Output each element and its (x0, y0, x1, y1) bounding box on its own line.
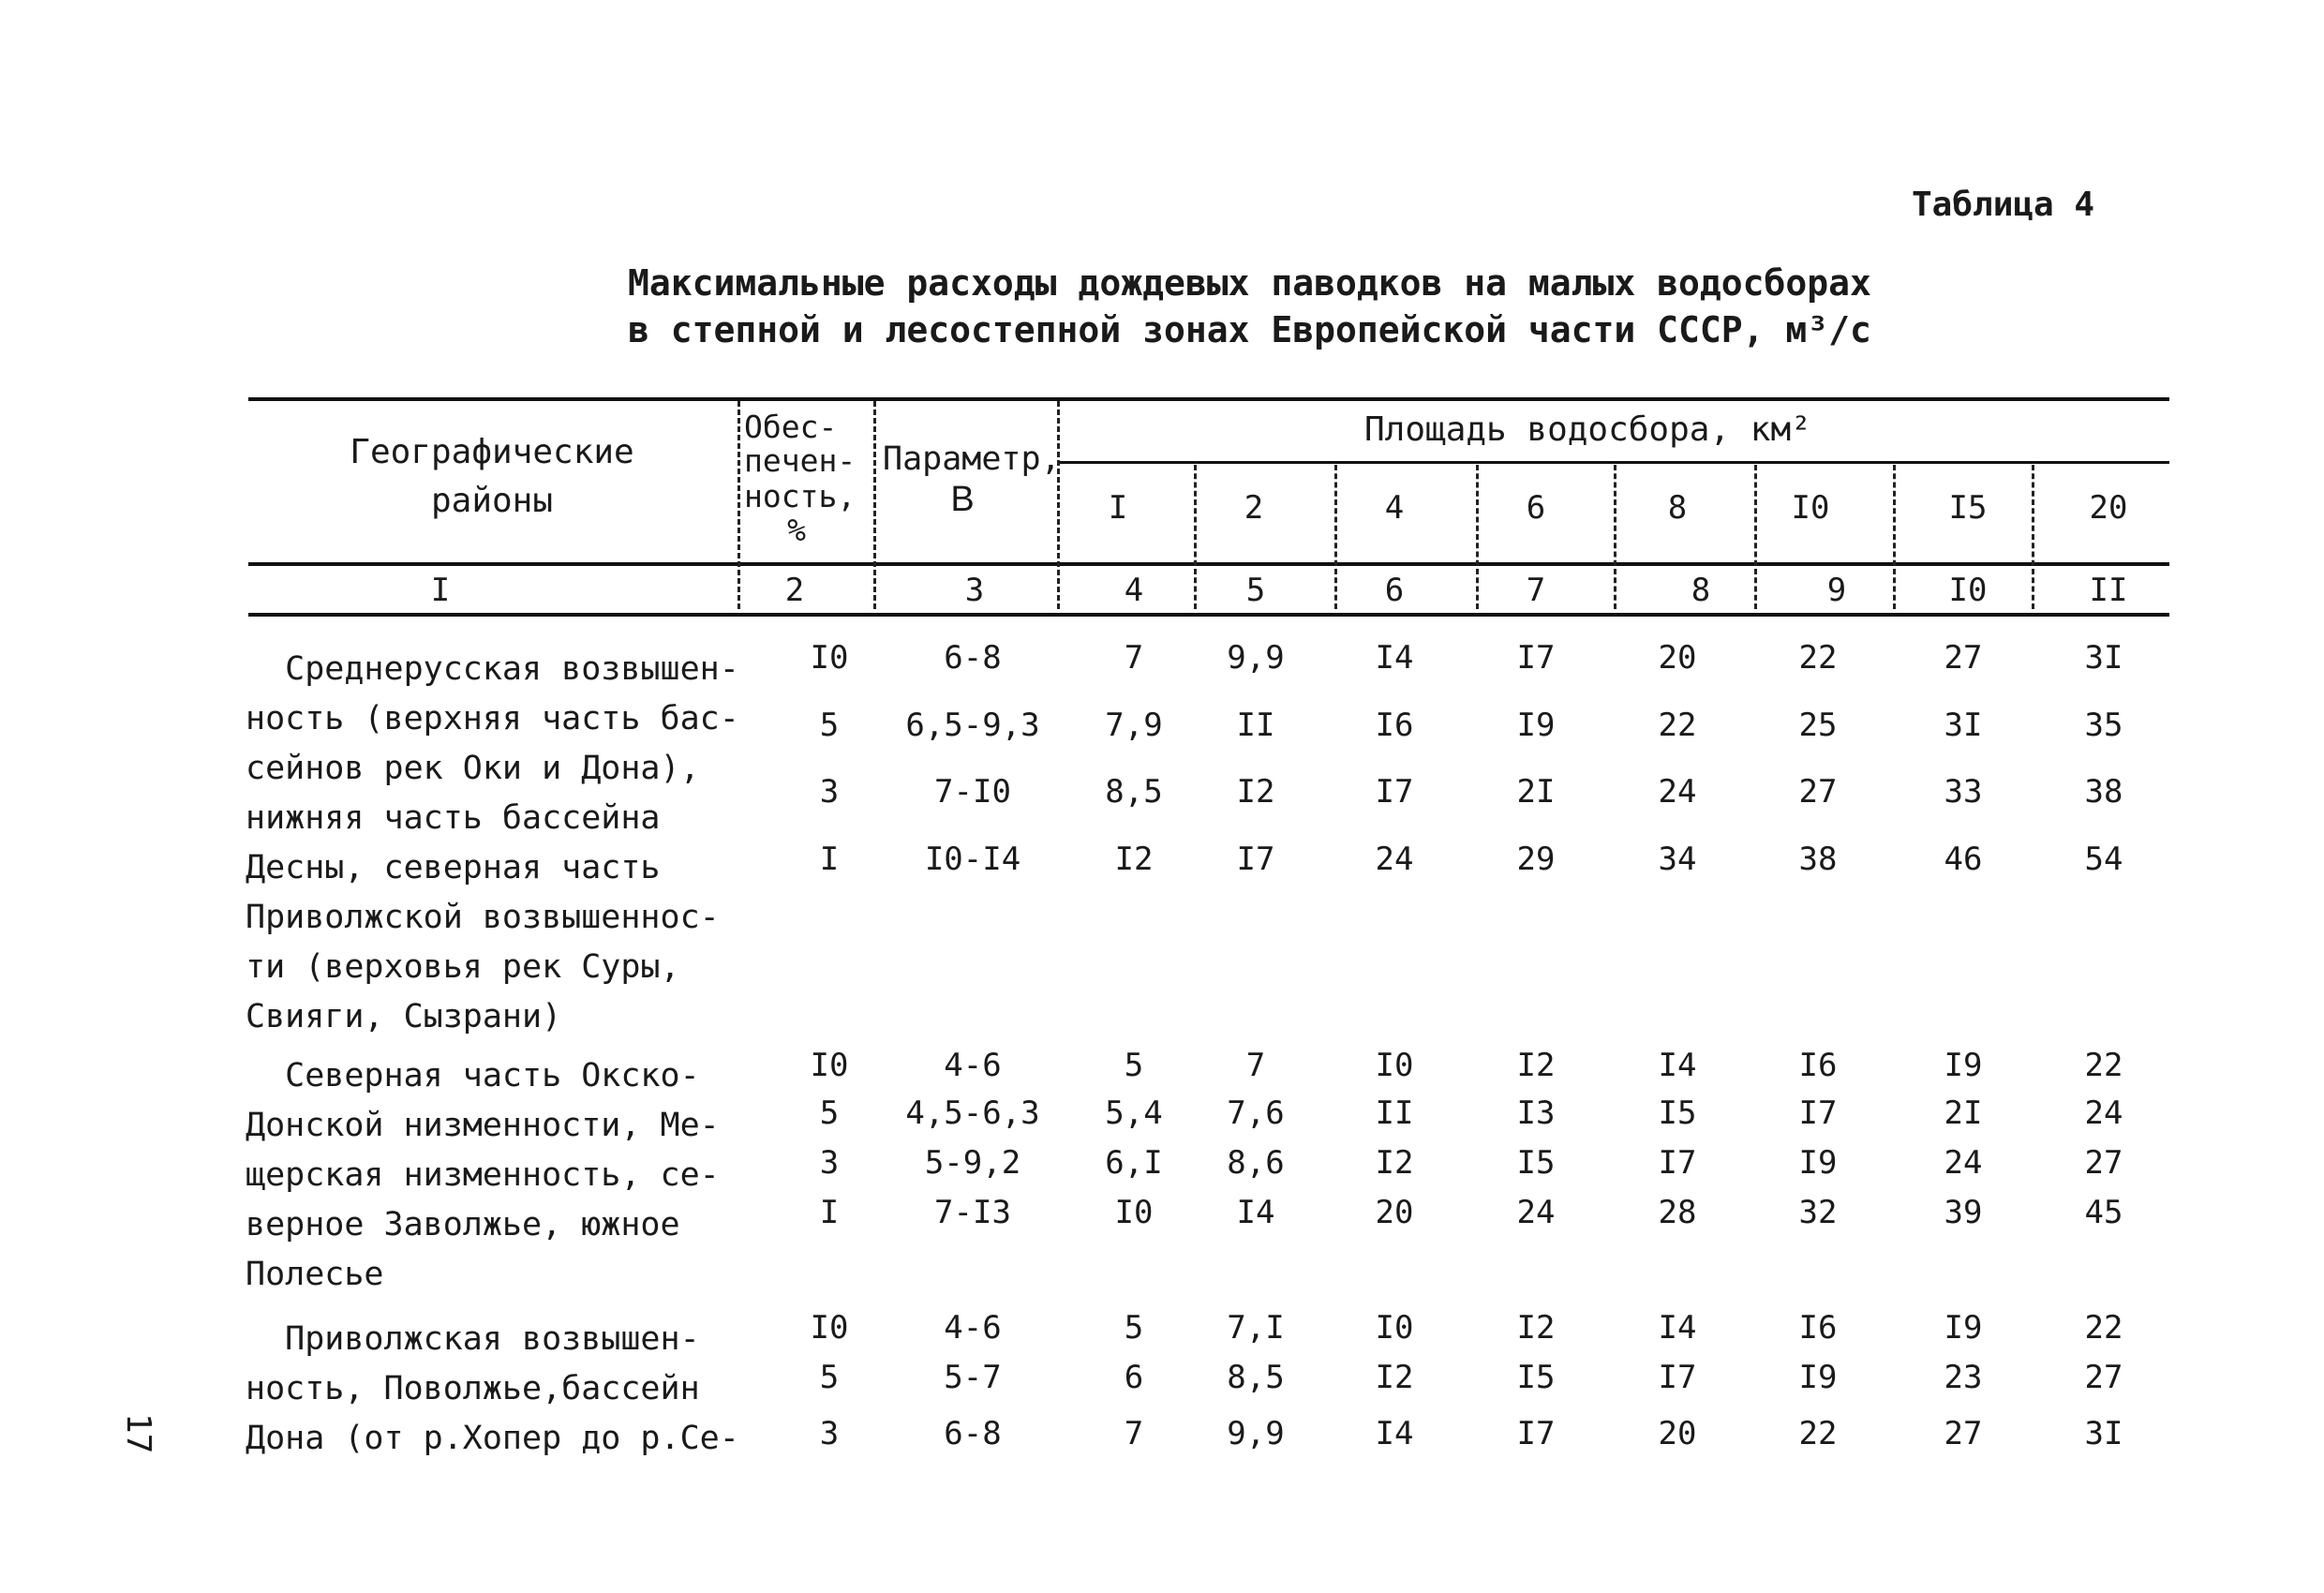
parameter-cell: 6-8 (944, 1415, 1002, 1452)
col-divider (1614, 465, 1616, 609)
discharge-cell: 3I (2084, 1415, 2123, 1452)
discharge-cell: I7 (1516, 1415, 1556, 1452)
region-name (246, 1051, 720, 1300)
discharge-cell: 28 (1658, 1194, 1697, 1231)
discharge-cell: 27 (2084, 1144, 2123, 1182)
discharge-cell: I9 (1798, 1144, 1838, 1182)
parameter-cell: 4-6 (944, 1309, 1002, 1347)
discharge-cell: 2I (1516, 773, 1556, 811)
discharge-cell: I4 (1236, 1194, 1275, 1231)
discharge-cell: I9 (1944, 1309, 1983, 1347)
region-name-line: верное Заволжье, южное (246, 1206, 680, 1243)
discharge-cell: 22 (1798, 639, 1838, 677)
probability-cell: 3 (819, 1415, 840, 1452)
discharge-cell: 7 (1124, 1415, 1144, 1452)
discharge-cell: 27 (1798, 773, 1838, 811)
discharge-cell: I7 (1375, 773, 1414, 811)
probability-cell: I0 (810, 1047, 849, 1084)
probability-cell: 3 (819, 1144, 840, 1182)
area-label: 6 (1526, 489, 1546, 527)
column-number-rule (248, 613, 2169, 617)
probability-cell: 5 (819, 1094, 840, 1132)
discharge-cell: 29 (1516, 841, 1556, 878)
discharge-cell: 22 (2084, 1047, 2123, 1084)
discharge-cell: I5 (1516, 1144, 1556, 1182)
discharge-cell: 5,4 (1105, 1094, 1163, 1132)
column-number: 2 (784, 572, 805, 609)
table-title-line-2: в степной и лесостепной зонах Европейской части СССР, м³/с (628, 309, 1871, 350)
area-label: 20 (2089, 489, 2128, 527)
parameter-cell: 7-I0 (934, 773, 1011, 811)
column-number: I (430, 572, 451, 609)
discharge-cell: 24 (1944, 1144, 1983, 1182)
col-divider (1057, 401, 1060, 609)
discharge-cell: I2 (1114, 841, 1154, 878)
discharge-cell: 7,6 (1227, 1094, 1285, 1132)
discharge-cell: II (1236, 707, 1275, 744)
col-divider (1476, 465, 1479, 609)
column-number: 6 (1384, 572, 1405, 609)
discharge-cell: 54 (2084, 841, 2123, 878)
discharge-cell: 5 (1124, 1309, 1144, 1347)
region-name-line: Свияги, Сызрани) (246, 998, 562, 1035)
discharge-cell: 35 (2084, 707, 2123, 744)
probability-cell: 5 (819, 1359, 840, 1396)
discharge-cell: 5 (1124, 1047, 1144, 1084)
column-number: 9 (1826, 572, 1847, 609)
region-name-line: Приволжской возвышеннос- (246, 899, 720, 936)
discharge-cell: 9,9 (1227, 1415, 1285, 1452)
col-divider (1334, 465, 1337, 609)
discharge-cell: 24 (1375, 841, 1414, 878)
discharge-cell: 7 (1124, 639, 1144, 677)
discharge-cell: 39 (1944, 1194, 1983, 1231)
discharge-cell: 8,5 (1227, 1359, 1285, 1396)
area-label: 2 (1244, 489, 1264, 527)
parameter-cell: 5-9,2 (924, 1144, 1021, 1182)
col-divider (1754, 465, 1757, 609)
parameter-cell: 4,5-6,3 (905, 1094, 1040, 1132)
col-divider (873, 401, 876, 609)
region-name-line: нижняя часть бассейна (246, 799, 661, 837)
table-label: Таблица 4 (1912, 186, 2095, 224)
region-name-line: Донской низменности, Ме- (246, 1107, 720, 1144)
col-divider (2032, 465, 2034, 609)
col-divider (1893, 465, 1896, 609)
parameter-cell: 5-7 (944, 1359, 1002, 1396)
discharge-cell: 3I (2084, 639, 2123, 677)
discharge-cell: 45 (2084, 1194, 2123, 1231)
discharge-cell: 46 (1944, 841, 1983, 878)
discharge-cell: 23 (1944, 1359, 1983, 1396)
discharge-cell: I6 (1375, 707, 1414, 744)
discharge-cell: I5 (1516, 1359, 1556, 1396)
region-name (246, 1315, 739, 1464)
discharge-cell: I2 (1516, 1047, 1556, 1084)
discharge-cell: I2 (1516, 1309, 1556, 1347)
discharge-cell: I0 (1375, 1309, 1414, 1347)
header-prob-line-2: печен- (744, 442, 857, 479)
column-number: 8 (1691, 572, 1711, 609)
discharge-cell: 20 (1375, 1194, 1414, 1231)
parameter-cell: I0-I4 (924, 841, 1021, 878)
discharge-cell: 27 (2084, 1359, 2123, 1396)
column-number: 7 (1526, 572, 1546, 609)
discharge-cell: I4 (1658, 1309, 1697, 1347)
region-name-line: ность, Поволжье,бассейн (246, 1370, 700, 1407)
col-divider (1194, 465, 1197, 609)
area-label: 4 (1384, 489, 1405, 527)
discharge-cell: 24 (1516, 1194, 1556, 1231)
discharge-cell: 32 (1798, 1194, 1838, 1231)
column-number: 5 (1245, 572, 1266, 609)
discharge-cell: I2 (1236, 773, 1275, 811)
region-name-line: щерская низменность, се- (246, 1156, 720, 1194)
discharge-cell: I4 (1375, 1415, 1414, 1452)
discharge-cell: I9 (1798, 1359, 1838, 1396)
area-label: I5 (1948, 489, 1988, 527)
discharge-cell: 7,I (1227, 1309, 1285, 1347)
parameter-cell: 4-6 (944, 1047, 1002, 1084)
region-name-line: ность (верхняя часть бас- (246, 700, 739, 737)
probability-cell: 3 (819, 773, 840, 811)
discharge-cell: 25 (1798, 707, 1838, 744)
discharge-cell: 2I (1944, 1094, 1983, 1132)
discharge-cell: 22 (1658, 707, 1697, 744)
discharge-cell: I0 (1375, 1047, 1414, 1084)
discharge-cell: 9,9 (1227, 639, 1285, 677)
col-divider (737, 401, 740, 609)
region-name-line: ти (верховья рек Суры, (246, 948, 680, 986)
discharge-cell: 20 (1658, 639, 1697, 677)
header-area-title: Площадь водосбора, км² (1364, 410, 1811, 449)
discharge-cell: 6 (1124, 1359, 1144, 1396)
discharge-cell: I2 (1375, 1144, 1414, 1182)
discharge-cell: I7 (1658, 1359, 1697, 1396)
header-prob-line-4: % (787, 512, 806, 548)
parameter-cell: 7-I3 (934, 1194, 1011, 1231)
region-name-line: Северная часть Окско- (246, 1057, 700, 1094)
table-title-line-1: Максимальные расходы дождевых паводков на малых водосборах (628, 262, 1871, 304)
discharge-cell: 22 (2084, 1309, 2123, 1347)
discharge-cell: 7 (1245, 1047, 1266, 1084)
discharge-cell: 38 (1798, 841, 1838, 878)
discharge-cell: I6 (1798, 1047, 1838, 1084)
column-number: I0 (1948, 572, 1988, 609)
probability-cell: I0 (810, 639, 849, 677)
header-regions-line-2: районы (430, 482, 554, 520)
column-number: 4 (1124, 572, 1144, 609)
discharge-cell: 8,6 (1227, 1144, 1285, 1182)
region-name-line: сейнов рек Оки и Дона), (246, 750, 700, 787)
discharge-cell: I9 (1944, 1047, 1983, 1084)
discharge-cell: I4 (1375, 639, 1414, 677)
discharge-cell: I7 (1658, 1144, 1697, 1182)
discharge-cell: I2 (1375, 1359, 1414, 1396)
discharge-cell: 24 (1658, 773, 1697, 811)
region-name-line: Полесье (246, 1256, 384, 1293)
area-label: I (1108, 489, 1128, 527)
discharge-cell: I7 (1516, 639, 1556, 677)
discharge-cell: 3I (1944, 707, 1983, 744)
header-regions-line-1: Географические (350, 433, 634, 471)
parameter-cell: 6-8 (944, 639, 1002, 677)
discharge-cell: I7 (1798, 1094, 1838, 1132)
discharge-cell: I9 (1516, 707, 1556, 744)
discharge-cell: 6,I (1105, 1144, 1163, 1182)
area-label: I0 (1791, 489, 1830, 527)
probability-cell: I0 (810, 1309, 849, 1347)
probability-cell: 5 (819, 707, 840, 744)
probability-cell: I (819, 1194, 840, 1231)
header-param-line-1: Параметр, (883, 440, 1061, 478)
discharge-cell: I5 (1658, 1094, 1697, 1132)
header-prob-line-1: Обес- (744, 409, 838, 445)
discharge-cell: 22 (1798, 1415, 1838, 1452)
region-name-line: Среднерусская возвышен- (246, 650, 739, 688)
probability-cell: I (819, 841, 840, 878)
region-name-line: Дона (от р.Хопер до р.Се- (246, 1420, 739, 1457)
discharge-cell: 34 (1658, 841, 1697, 878)
area-header-rule (1059, 461, 2169, 464)
header-bottom-rule (248, 562, 2169, 566)
discharge-cell: 27 (1944, 1415, 1983, 1452)
header-prob-line-3: ность, (744, 478, 857, 514)
discharge-cell: 27 (1944, 639, 1983, 677)
area-label: 8 (1667, 489, 1688, 527)
discharge-cell: I4 (1658, 1047, 1697, 1084)
discharge-cell: 20 (1658, 1415, 1697, 1452)
column-number: II (2089, 572, 2128, 609)
header-param-line-2: B (950, 480, 975, 519)
column-number: 3 (964, 572, 985, 609)
region-name-line: Приволжская возвышен- (246, 1320, 700, 1358)
discharge-cell: 24 (2084, 1094, 2123, 1132)
discharge-cell: I7 (1236, 841, 1275, 878)
region-name-line: Десны, северная часть (246, 849, 661, 886)
page-number: 17 (119, 1413, 157, 1454)
discharge-cell: I3 (1516, 1094, 1556, 1132)
discharge-cell: 8,5 (1105, 773, 1163, 811)
discharge-cell: II (1375, 1094, 1414, 1132)
parameter-cell: 6,5-9,3 (905, 707, 1040, 744)
table-top-rule (248, 397, 2169, 401)
discharge-cell: 33 (1944, 773, 1983, 811)
discharge-cell: I6 (1798, 1309, 1838, 1347)
discharge-cell: 7,9 (1105, 707, 1163, 744)
discharge-cell: 38 (2084, 773, 2123, 811)
discharge-cell: I0 (1114, 1194, 1154, 1231)
region-name (246, 645, 739, 1042)
